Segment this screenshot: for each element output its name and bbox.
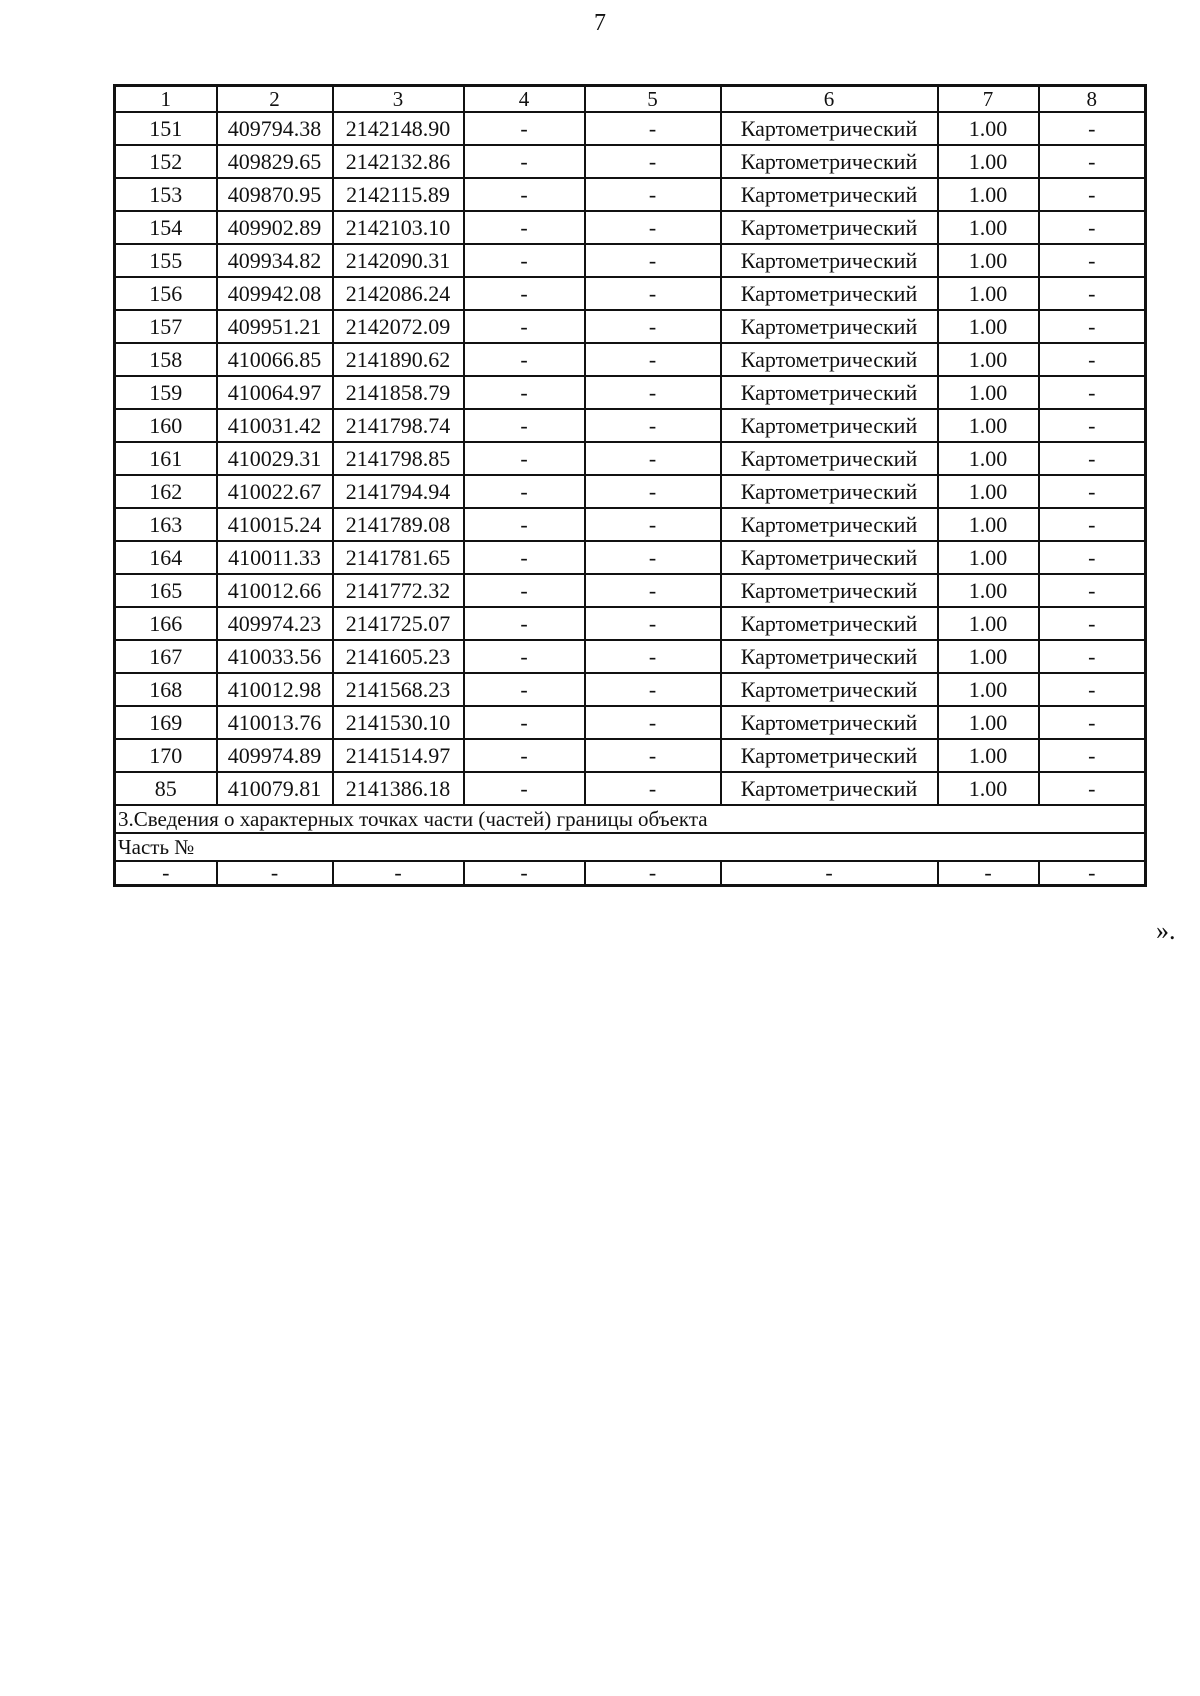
table-cell-col-2: 410029.31 <box>217 442 333 475</box>
table-cell-col-8: - <box>1039 409 1146 442</box>
table-cell-col-7: 1.00 <box>938 475 1039 508</box>
table-cell-col-4: - <box>464 343 585 376</box>
section-title-row <box>115 805 1146 833</box>
table-row <box>115 376 1146 409</box>
table-cell-col-8: - <box>1039 772 1146 805</box>
table-cell-col-6: Картометрический <box>721 277 938 310</box>
page-number: 7 <box>594 10 606 36</box>
table-cell-col-6: Картометрический <box>721 673 938 706</box>
table-cell-col-4: - <box>464 673 585 706</box>
table-row <box>115 772 1146 805</box>
table-cell-col-8: - <box>1039 706 1146 739</box>
table-row <box>115 244 1146 277</box>
table-cell-col-8: - <box>1039 178 1146 211</box>
table-cell-col-8: - <box>1039 112 1146 145</box>
table-cell-col-5: - <box>585 673 721 706</box>
table-cell-col-6: Картометрический <box>721 475 938 508</box>
table-cell-col-3: 3 <box>333 86 464 113</box>
table-cell-col-4: - <box>464 211 585 244</box>
table-cell-col-6: Картометрический <box>721 409 938 442</box>
table-cell-col-7: - <box>938 861 1039 886</box>
table-cell-col-1: 162 <box>115 475 217 508</box>
table-cell-col-1: 161 <box>115 442 217 475</box>
table-cell-col-4: - <box>464 310 585 343</box>
table-row <box>115 310 1146 343</box>
table-cell-col-2: 409934.82 <box>217 244 333 277</box>
table-cell-col-2: 410013.76 <box>217 706 333 739</box>
table-cell-col-6: 6 <box>721 86 938 113</box>
table-cell-col-2: 410012.66 <box>217 574 333 607</box>
table-cell-col-3: 2141568.23 <box>333 673 464 706</box>
table-cell-col-5: - <box>585 475 721 508</box>
table-cell-col-4: - <box>464 739 585 772</box>
table-cell-col-5: - <box>585 277 721 310</box>
table-cell-col-8: - <box>1039 541 1146 574</box>
table-cell-col-5: - <box>585 508 721 541</box>
table-cell-col-8: - <box>1039 277 1146 310</box>
table-cell-col-5: - <box>585 376 721 409</box>
table-cell-col-8: 8 <box>1039 86 1146 113</box>
table-row <box>115 409 1146 442</box>
table-cell-col-5: - <box>585 861 721 886</box>
table-cell-col-5: - <box>585 178 721 211</box>
table-cell-col-3: 2141781.65 <box>333 541 464 574</box>
table-cell-col-1: 169 <box>115 706 217 739</box>
table-cell-col-4: - <box>464 541 585 574</box>
table-cell-col-3: 2141798.74 <box>333 409 464 442</box>
part-label: Часть № <box>115 833 1146 861</box>
table-cell-col-6: Картометрический <box>721 508 938 541</box>
table-row <box>115 112 1146 145</box>
table-cell-col-7: 1.00 <box>938 739 1039 772</box>
table-cell-col-7: 1.00 <box>938 310 1039 343</box>
table-cell-col-1: 164 <box>115 541 217 574</box>
table-cell-col-3: 2142072.09 <box>333 310 464 343</box>
table-cell-col-2: 409951.21 <box>217 310 333 343</box>
table-row <box>115 211 1146 244</box>
table-cell-col-6: Картометрический <box>721 706 938 739</box>
table-cell-col-2: 410012.98 <box>217 673 333 706</box>
table-row <box>115 475 1146 508</box>
table-cell-col-4: - <box>464 112 585 145</box>
table-cell-col-1: 155 <box>115 244 217 277</box>
table-cell-col-7: 1.00 <box>938 574 1039 607</box>
table-cell-col-1: 163 <box>115 508 217 541</box>
table-cell-col-3: 2142103.10 <box>333 211 464 244</box>
table-cell-col-2: 410022.67 <box>217 475 333 508</box>
table-cell-col-8: - <box>1039 673 1146 706</box>
table-cell-col-8: - <box>1039 244 1146 277</box>
table-cell-col-6: Картометрический <box>721 640 938 673</box>
table-cell-col-7: 1.00 <box>938 112 1039 145</box>
table-cell-col-3: 2141798.85 <box>333 442 464 475</box>
table-cell-col-6: Картометрический <box>721 772 938 805</box>
table-cell-col-5: - <box>585 310 721 343</box>
table-cell-col-2: 410064.97 <box>217 376 333 409</box>
table-cell-col-1: - <box>115 861 217 886</box>
table-cell-col-7: 1.00 <box>938 178 1039 211</box>
table-row <box>115 739 1146 772</box>
table-cell-col-7: 1.00 <box>938 343 1039 376</box>
table-cell-col-4: - <box>464 607 585 640</box>
table-cell-col-5: - <box>585 244 721 277</box>
table-cell-col-3: 2142115.89 <box>333 178 464 211</box>
table-cell-col-2: 409902.89 <box>217 211 333 244</box>
table-cell-col-1: 170 <box>115 739 217 772</box>
table-cell-col-4: - <box>464 508 585 541</box>
table-cell-col-6: Картометрический <box>721 376 938 409</box>
table-cell-col-3: 2141514.97 <box>333 739 464 772</box>
table-cell-col-8: - <box>1039 574 1146 607</box>
table-cell-col-4: 4 <box>464 86 585 113</box>
table-cell-col-3: 2142132.86 <box>333 145 464 178</box>
table-cell-col-5: 5 <box>585 86 721 113</box>
table-cell-col-5: - <box>585 541 721 574</box>
table-cell-col-2: 2 <box>217 86 333 113</box>
table-cell-col-2: 410031.42 <box>217 409 333 442</box>
table-cell-col-6: Картометрический <box>721 739 938 772</box>
table-row <box>115 508 1146 541</box>
table-cell-col-4: - <box>464 861 585 886</box>
table-cell-col-6: Картометрический <box>721 442 938 475</box>
table-cell-col-5: - <box>585 409 721 442</box>
table-cell-col-2: 410066.85 <box>217 343 333 376</box>
table-cell-col-1: 1 <box>115 86 217 113</box>
table-cell-col-3: - <box>333 861 464 886</box>
table-cell-col-4: - <box>464 376 585 409</box>
table-header-row <box>115 86 1146 113</box>
table-cell-col-7: 1.00 <box>938 376 1039 409</box>
table-cell-col-4: - <box>464 244 585 277</box>
table-cell-col-5: - <box>585 772 721 805</box>
table-cell-col-3: 2141605.23 <box>333 640 464 673</box>
table-cell-col-8: - <box>1039 211 1146 244</box>
table-cell-col-3: 2141890.62 <box>333 343 464 376</box>
table-cell-col-5: - <box>585 706 721 739</box>
table-cell-col-7: 1.00 <box>938 673 1039 706</box>
table-cell-col-1: 168 <box>115 673 217 706</box>
table-cell-col-5: - <box>585 574 721 607</box>
table-cell-col-7: 1.00 <box>938 706 1039 739</box>
table-cell-col-7: 1.00 <box>938 541 1039 574</box>
table-cell-col-8: - <box>1039 739 1146 772</box>
table-cell-col-3: 2142090.31 <box>333 244 464 277</box>
table-body <box>115 86 1146 886</box>
table-cell-col-6: - <box>721 861 938 886</box>
table-row <box>115 574 1146 607</box>
table-cell-col-8: - <box>1039 861 1146 886</box>
table-row <box>115 607 1146 640</box>
table-cell-col-2: 409870.95 <box>217 178 333 211</box>
table-cell-col-1: 153 <box>115 178 217 211</box>
table-cell-col-1: 157 <box>115 310 217 343</box>
table-cell-col-1: 158 <box>115 343 217 376</box>
table-row <box>115 640 1146 673</box>
table-cell-col-2: 409794.38 <box>217 112 333 145</box>
table-cell-col-4: - <box>464 772 585 805</box>
table-cell-col-4: - <box>464 178 585 211</box>
table-cell-col-4: - <box>464 706 585 739</box>
table-cell-col-6: Картометрический <box>721 310 938 343</box>
table-cell-col-2: 410015.24 <box>217 508 333 541</box>
table-cell-col-6: Картометрический <box>721 211 938 244</box>
table-cell-col-1: 156 <box>115 277 217 310</box>
closing-quote: ». <box>1156 916 1176 945</box>
table-cell-col-2: - <box>217 861 333 886</box>
table-cell-col-2: 410033.56 <box>217 640 333 673</box>
table-cell-col-6: Картометрический <box>721 145 938 178</box>
table-cell-col-1: 151 <box>115 112 217 145</box>
table-cell-col-1: 160 <box>115 409 217 442</box>
table-cell-col-8: - <box>1039 310 1146 343</box>
coordinates-table <box>113 84 1147 887</box>
table-row <box>115 673 1146 706</box>
table-cell-col-3: 2141772.32 <box>333 574 464 607</box>
table-cell-col-6: Картометрический <box>721 574 938 607</box>
table-cell-col-4: - <box>464 640 585 673</box>
table-cell-col-2: 409974.23 <box>217 607 333 640</box>
table-cell-col-1: 165 <box>115 574 217 607</box>
table-cell-col-1: 166 <box>115 607 217 640</box>
table-cell-col-5: - <box>585 211 721 244</box>
table-row <box>115 541 1146 574</box>
table-cell-col-4: - <box>464 277 585 310</box>
table-cell-col-8: - <box>1039 343 1146 376</box>
table-cell-col-8: - <box>1039 475 1146 508</box>
table-row <box>115 178 1146 211</box>
table-cell-col-7: 1.00 <box>938 211 1039 244</box>
table-cell-col-6: Картометрический <box>721 343 938 376</box>
table-cell-col-7: 1.00 <box>938 508 1039 541</box>
table-cell-col-7: 1.00 <box>938 640 1039 673</box>
table-cell-col-5: - <box>585 640 721 673</box>
table-cell-col-3: 2141530.10 <box>333 706 464 739</box>
table-row <box>115 343 1146 376</box>
table-cell-col-5: - <box>585 112 721 145</box>
table-cell-col-7: 1.00 <box>938 145 1039 178</box>
section-title: 3.Сведения о характерных точках части (частей) границы объекта <box>115 805 1146 833</box>
table-cell-col-1: 154 <box>115 211 217 244</box>
table-cell-col-3: 2141725.07 <box>333 607 464 640</box>
table-cell-col-3: 2141386.18 <box>333 772 464 805</box>
table-cell-col-4: - <box>464 475 585 508</box>
table-cell-col-2: 409829.65 <box>217 145 333 178</box>
table-cell-col-3: 2141794.94 <box>333 475 464 508</box>
table-cell-col-2: 409974.89 <box>217 739 333 772</box>
table-cell-col-4: - <box>464 574 585 607</box>
table-row <box>115 145 1146 178</box>
table-cell-col-3: 2141789.08 <box>333 508 464 541</box>
table-cell-col-6: Картометрический <box>721 607 938 640</box>
table-cell-col-5: - <box>585 607 721 640</box>
table-cell-col-1: 152 <box>115 145 217 178</box>
table-row <box>115 706 1146 739</box>
table-cell-col-1: 85 <box>115 772 217 805</box>
table-cell-col-2: 409942.08 <box>217 277 333 310</box>
table-cell-col-6: Картометрический <box>721 112 938 145</box>
table-cell-col-7: 1.00 <box>938 442 1039 475</box>
table-cell-col-5: - <box>585 442 721 475</box>
table-cell-col-2: 410079.81 <box>217 772 333 805</box>
coordinates-table-wrapper <box>113 84 1147 887</box>
table-cell-col-6: Картометрический <box>721 244 938 277</box>
table-cell-col-4: - <box>464 442 585 475</box>
table-cell-col-6: Картометрический <box>721 541 938 574</box>
table-cell-col-5: - <box>585 343 721 376</box>
table-cell-col-3: 2142086.24 <box>333 277 464 310</box>
table-cell-col-8: - <box>1039 640 1146 673</box>
part-empty-row <box>115 861 1146 886</box>
table-cell-col-7: 1.00 <box>938 244 1039 277</box>
table-cell-col-8: - <box>1039 607 1146 640</box>
table-cell-col-5: - <box>585 739 721 772</box>
table-row <box>115 442 1146 475</box>
table-cell-col-4: - <box>464 409 585 442</box>
table-cell-col-1: 159 <box>115 376 217 409</box>
table-cell-col-5: - <box>585 145 721 178</box>
table-cell-col-3: 2141858.79 <box>333 376 464 409</box>
table-cell-col-7: 7 <box>938 86 1039 113</box>
part-label-row <box>115 833 1146 861</box>
table-cell-col-8: - <box>1039 442 1146 475</box>
table-cell-col-6: Картометрический <box>721 178 938 211</box>
table-cell-col-7: 1.00 <box>938 772 1039 805</box>
table-cell-col-8: - <box>1039 508 1146 541</box>
table-cell-col-8: - <box>1039 376 1146 409</box>
table-cell-col-7: 1.00 <box>938 607 1039 640</box>
table-cell-col-7: 1.00 <box>938 409 1039 442</box>
table-cell-col-2: 410011.33 <box>217 541 333 574</box>
table-cell-col-7: 1.00 <box>938 277 1039 310</box>
table-cell-col-8: - <box>1039 145 1146 178</box>
table-cell-col-3: 2142148.90 <box>333 112 464 145</box>
table-cell-col-4: - <box>464 145 585 178</box>
table-cell-col-1: 167 <box>115 640 217 673</box>
table-row <box>115 277 1146 310</box>
